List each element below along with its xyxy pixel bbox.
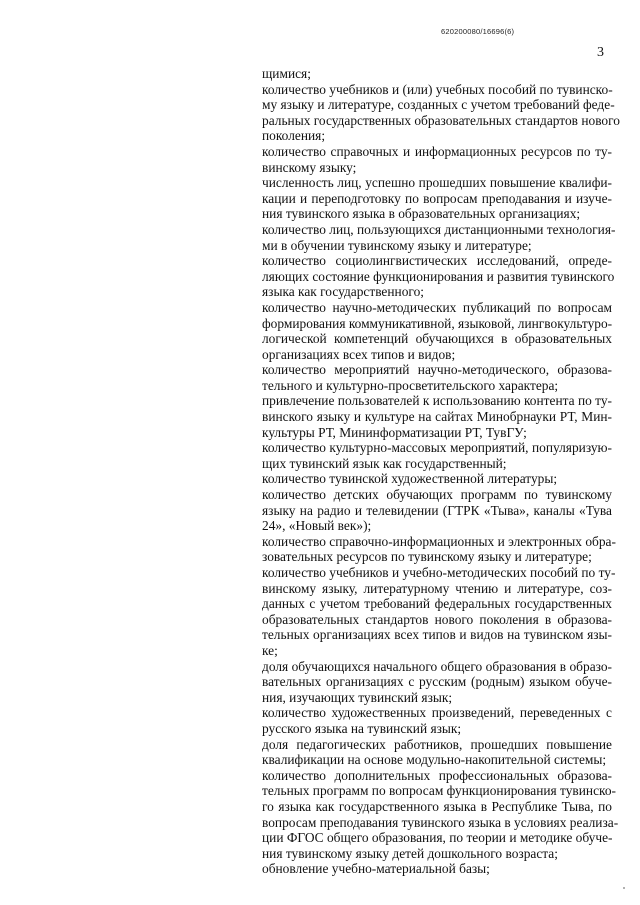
text-line: ния тувинского языка в образовательных организациях; (262, 206, 581, 222)
text-line: ляющих состояние функционирования и развития тувинского (262, 268, 615, 284)
text-line: 24», «Новый век»); (262, 518, 372, 534)
text-line: количество справочных и информационных ресурсов по ту- (262, 143, 612, 159)
text-line: ке; (262, 642, 278, 658)
document-id: 620200080/16696(6) (441, 27, 515, 36)
text-line: привлечение пользователей к использованию контента по ту- (262, 393, 612, 409)
text-line: количество учебников и учебно-методических пособий по ту- (262, 565, 616, 580)
text-line: вопросам преподавания тувинского языка в условиях реализа- (262, 814, 619, 830)
text-line: количество тувинской художественной литературы; (262, 471, 558, 487)
text-line: ния, изучающих тувинский язык; (262, 689, 453, 705)
text-line: русского языка на тувинский язык; (262, 720, 462, 736)
text-line: му языку и литературе, созданных с учетом требований феде- (262, 97, 615, 113)
text-line: ральных государственных образовательных стандартов нового (262, 112, 620, 128)
text-line: количество культурно-массовых мероприятий, популяризую- (262, 440, 612, 456)
text-line: организациях всех типов и видов; (262, 346, 456, 362)
text-line: винскому языку, литературному чтению и литературе, соз- (262, 580, 612, 596)
text-line: поколения; (262, 128, 326, 144)
text-line: количество лиц, пользующихся дистанционными технология- (262, 221, 616, 237)
text-line: формирования коммуникативной, языковой, лингвокультуро- (262, 315, 613, 331)
text-line: численность лиц, успешно прошедших повышение квалифи- (262, 175, 612, 191)
text-line: вательных организациях с русским (родным) языком обуче- (262, 674, 612, 690)
text-line: ми в обучении тувинскому языку и литературе; (262, 237, 532, 253)
text-line: образовательных стандартов нового поколения в образова- (262, 611, 612, 627)
text-line: количество справочно-информационных и электронных обра- (262, 533, 616, 549)
text-line: тельных программ по вопросам функционирования тувинско- (262, 783, 617, 799)
text-line: винского языку и культуре на сайтах Минобрнауки РТ, Мин- (262, 409, 612, 425)
text-line: зовательных ресурсов по тувинскому языку и литературе; (262, 549, 592, 565)
scan-speck (623, 887, 625, 889)
text-line: ции ФГОС общего образования, по теории и методике обуче- (262, 830, 613, 846)
text-line: количество дополнительных профессиональных образова- (262, 767, 612, 783)
text-line: количество учебников и (или) учебных пособий по тувинско- (262, 81, 613, 97)
text-line: тельного и культурно-просветительского характера; (262, 377, 559, 393)
text-line: количество научно-методических публикаций по вопросам (262, 299, 612, 315)
text-line: ния тувинскому языку детей дошкольного возраста; (262, 845, 558, 861)
text-line: тельных организациях всех типов и видов на тувинском язы- (262, 627, 612, 643)
document-body-text (262, 66, 620, 877)
text-line: данных с учетом требований федеральных государственных (262, 596, 612, 612)
text-line: винскому языку; (262, 159, 357, 175)
text-line: культуры РТ, Мининформатизации РТ, ТувГУ; (262, 424, 527, 440)
page-number: 3 (597, 45, 604, 60)
text-line: го языка как государственного языка в Республике Тыва, по (262, 798, 612, 814)
text-line: количество детских обучающих программ по тувинскому (262, 487, 612, 503)
text-line: щимися; (262, 66, 311, 81)
text-line: доля педагогических работников, прошедших повышение (262, 736, 612, 752)
text-line: логической компетенций обучающихся в образовательных (262, 331, 612, 347)
text-line: доля обучающихся начального общего образования в образо- (262, 658, 612, 674)
text-line: квалификации на основе модульно-накопительной системы; (262, 752, 607, 768)
text-line: обновление учебно-материальной базы; (262, 861, 490, 877)
text-line: количество социолингвистических исследований, опреде- (262, 253, 612, 269)
text-line: кации и переподготовку по вопросам преподавания и изуче- (262, 190, 612, 206)
text-line: количество мероприятий научно-методического, образова- (262, 362, 612, 378)
text-line: количество художественных произведений, переведенных с (262, 705, 612, 721)
text-line: щих тувинский язык как государственный; (262, 455, 507, 471)
text-line: языку на радио и телевидении (ГТРК «Тыва», каналы «Тува (262, 502, 612, 518)
text-line: языка как государственного; (262, 284, 424, 300)
